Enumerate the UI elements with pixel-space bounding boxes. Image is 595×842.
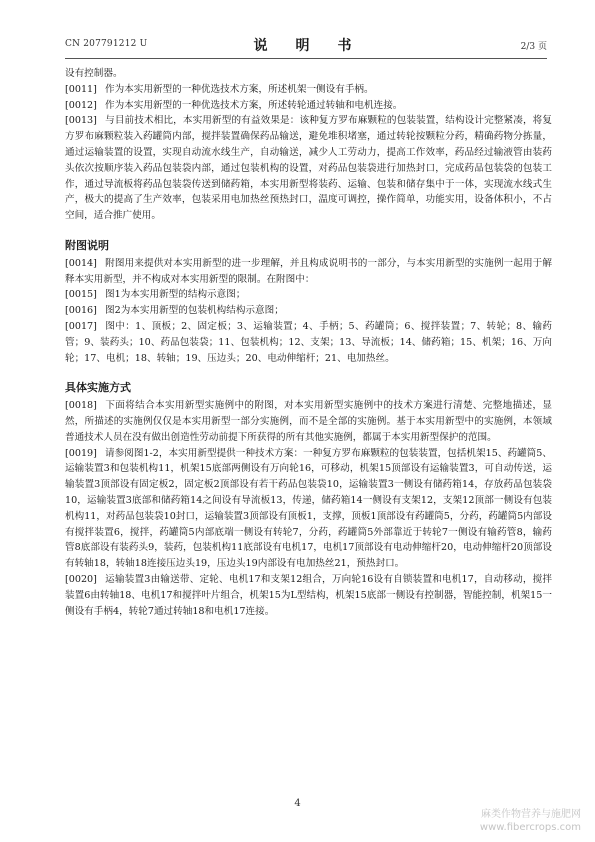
paragraph-number: [0011] — [65, 83, 97, 95]
page-count: 2/3 页 — [520, 42, 547, 52]
paragraph — [65, 287, 552, 303]
paragraph — [65, 256, 552, 288]
watermark — [480, 808, 581, 834]
paragraph — [65, 98, 552, 114]
paragraph — [65, 82, 552, 98]
paragraph-number: [0015] — [65, 289, 97, 301]
paragraph — [65, 398, 552, 445]
publication-number: CN 207791212 U — [65, 39, 148, 49]
header-rule — [65, 58, 547, 59]
paragraph-text: 作为本实用新型的一种优选技术方案，所述机架一侧设有手柄。 — [105, 83, 374, 95]
paragraph-text: 图1为本实用新型的结构示意图； — [105, 289, 246, 301]
watermark-site-name: 麻类作物营养与施肥网 — [481, 809, 581, 820]
document-title: 说 明 书 — [253, 38, 359, 54]
paragraph-number: [0014] — [65, 257, 97, 269]
paragraph-number: [0020] — [65, 573, 97, 585]
paragraph-number: [0013] — [65, 115, 97, 127]
paragraph-number: [0019] — [65, 447, 97, 459]
section-heading: 附图说明 — [65, 238, 109, 252]
paragraph-text: 设有控制器。 — [65, 68, 123, 79]
paragraph — [65, 446, 552, 572]
paragraph-text: 与目前技术相比，本实用新型的有益效果是：该种复方罗布麻颗粒的包装装置，结构设计完整紧凑，将复方罗布麻颗粒装入药罐筒内部，搅拌装置确保药品输送，避免堆积堵塞，通过转轮按颗粒分药，精确药物分拣量，通过运输装置的设置，实现自动流水线生产，自动输送，减少人工劳动力，提高工作效率，药品经过输液管由装药头依次按顺序装入药品包装袋内部，通过包装机构的设置，对药品包装袋进行加热封口，完成药品包装袋的包装工作，通过导流板将药品包装袋传送到储药箱，本实用新型将装药、运输、包装和储存集中于一体，实现流水线式生产，极大的提高了生产效率，包装采用电加热丝预热封口，温度可调控，操作简单，功能实用，设备体积小，不占空间，适合推广使用。 — [65, 115, 552, 222]
section-heading: 具体实施方式 — [65, 381, 131, 395]
paragraph-text: 附图用来提供对本实用新型的进一步理解，并且构成说明书的一部分，与本实用新型的实施例一起用于解释本实用新型，并不构成对本实用新型的限制。在附图中： — [65, 257, 552, 285]
paragraph-number: [0016] — [65, 305, 97, 317]
document-body — [65, 66, 552, 619]
paragraph-text: 运输装置3由输送带、定轮、电机17和支架12组合，万向轮16设有自锁装置和电机17，自动移动，搅拌装置6由转轴18、电机17和搅拌叶片组合，机架15为L型结构，机架15底部一侧设有控制器，智能控制，机架15一侧设有手柄4，转轮7通过转轴18和电机17连接。 — [65, 573, 552, 617]
paragraph-number: [0012] — [65, 99, 97, 111]
paragraph-text: 请参阅图1-2，本实用新型提供一种技术方案：一种复方罗布麻颗粒的包装装置，包括机架15、药罐筒5、运输装置3和包装机构11，机架15底部两侧设有万向轮16，可移动，机架15顶部设有运输装置3，可自动传送，运输装置3顶部设有固定板2，固定板2顶部设有若干药品包装袋10，运输装置3一侧设有储药箱14，存放药品包装袋10，运输装置3底部和储药箱14之间设有导流板13，传递，储药箱14一侧设有支架12，支架12顶部一侧设有包装机构11，对药品包装袋10封口，运输装置3顶部设有顶板1，支撑，顶板1顶部设有药罐筒5，分药，药罐筒5内部设有搅拌装置6，搅拌，药罐筒5内部底端一侧设有转轮7，分药，药罐筒5外部靠近于转轮7一侧设有输药管8，输药管8底部设有装药头9，装药，包装机构11底部设有电机17，电机17顶部设有电动伸缩杆20，电动伸缩杆20顶部设有转轴18，转轴18连接压边头19，压边头19内部设有电加热丝21，预热封口。 — [65, 447, 552, 570]
paragraph-text: 下面将结合本实用新型实施例中的附图，对本实用新型实施例中的技术方案进行清楚、完整地描述，显然，所描述的实施例仅仅是本实用新型一部分实施例，而不是全部的实施例。基于本实用新型中的实施例，本领域普通技术人员在没有做出创造性劳动前提下所获得的所有其他实施例，都属于本实用新型保护的范围。 — [65, 400, 552, 443]
paragraph — [65, 66, 552, 82]
page-number: 4 — [294, 798, 301, 809]
paragraph-number: [0017] — [65, 320, 97, 332]
paragraph — [65, 572, 552, 619]
paragraph-text: 图2为本实用新型的包装机构结构示意图； — [105, 305, 284, 317]
paragraph-text: 图中：1、顶板；2、固定板；3、运输装置；4、手柄；5、药罐筒；6、搅拌装置；7、转轮；8、输药管；9、装药头；10、药品包装袋；11、包装机构；12、支架；13、导流板；14、储药箱；15、机架；16、万向轮；17、电机；18、转轴；19、压边头；20、电动伸缩杆；21、电加热丝。 — [65, 320, 552, 364]
watermark-url: www.fibercrops.com — [479, 822, 581, 833]
paragraph — [65, 319, 552, 366]
paragraph — [65, 113, 552, 224]
paragraph — [65, 303, 552, 319]
paragraph-text: 作为本实用新型的一种优选技术方案，所述转轮通过转轴和电机连接。 — [105, 99, 403, 111]
paragraph-number: [0018] — [65, 400, 97, 412]
page-header — [65, 35, 547, 57]
